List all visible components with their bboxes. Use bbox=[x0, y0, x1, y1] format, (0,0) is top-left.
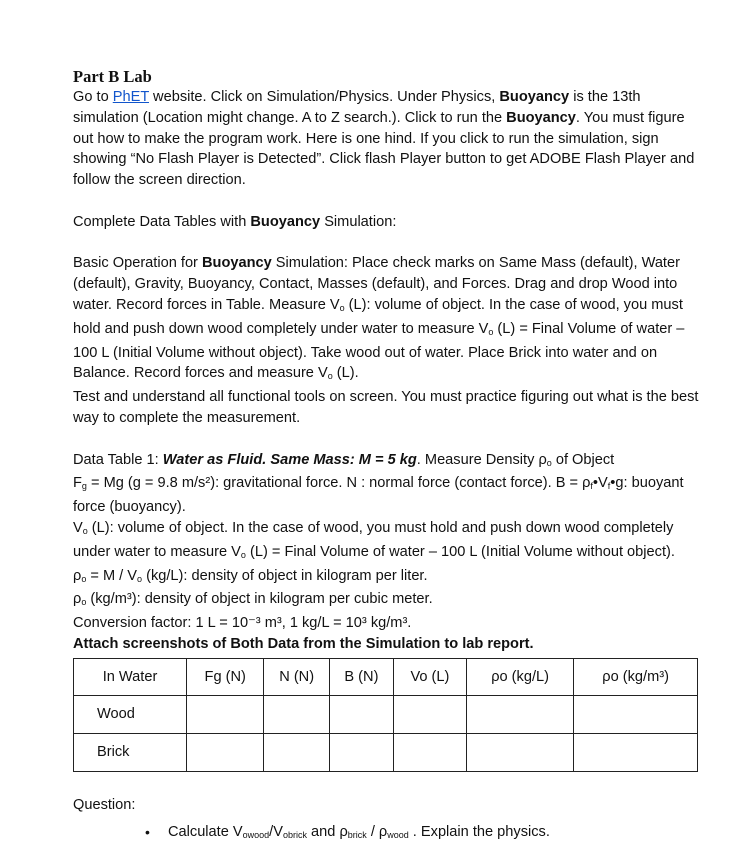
table-cell[interactable] bbox=[264, 695, 330, 733]
intro-text: Go to bbox=[73, 89, 113, 105]
question-text: /V bbox=[269, 823, 283, 840]
table-cell[interactable] bbox=[466, 733, 573, 771]
fg-text: •V bbox=[592, 475, 608, 492]
subscript: obrick bbox=[282, 829, 307, 840]
fg-text: •g: buoyant force (buoyancy). bbox=[73, 475, 684, 516]
intro-text: . You must figure out how to make the program work. Here is one hind. If you click to run the simulation, sign showing “No Flash Player is Detected”. Click flash Player button to get ADOBE Flash Player and follow the screen direction. bbox=[73, 109, 695, 189]
question-text: Calculate V bbox=[168, 823, 243, 840]
question-label: Question: bbox=[73, 796, 136, 813]
basic-text: (L): volume of object. In the case of wood, you must hold and push down wood completely under water to measure V bbox=[73, 296, 683, 337]
subscript: g bbox=[81, 481, 87, 492]
vo-text: V bbox=[73, 519, 83, 536]
basic-text: (L). bbox=[332, 365, 359, 382]
subscript: o bbox=[546, 457, 552, 468]
fg-definition bbox=[73, 473, 705, 518]
subscript: o bbox=[327, 371, 333, 382]
table-cell[interactable] bbox=[329, 733, 393, 771]
subscript: o bbox=[240, 549, 246, 560]
lab-document bbox=[73, 66, 705, 845]
subscript: o bbox=[81, 597, 87, 608]
vo-definition bbox=[73, 518, 705, 566]
complete-bold: Buoyancy bbox=[250, 213, 321, 230]
table1-intro bbox=[73, 450, 705, 474]
vo-text: (L) = Final Volume of water – 100 L (Initial Volume without object). bbox=[245, 543, 675, 560]
header-fg: Fg (N) bbox=[187, 658, 264, 695]
rho-text: ρ bbox=[73, 591, 82, 608]
rho-kgm3-definition bbox=[73, 589, 705, 613]
rho-text: (kg/m³): density of object in kilogram per cubic meter. bbox=[86, 591, 433, 608]
subscript: owood bbox=[242, 829, 270, 840]
phet-link[interactable]: PhET bbox=[112, 89, 149, 105]
subscript: f bbox=[607, 481, 611, 492]
intro-text: is the 13th simulation (Location might change. A to Z search.). Click to run the bbox=[73, 89, 641, 126]
row-label-brick: Brick bbox=[74, 733, 187, 771]
table-cell[interactable] bbox=[393, 695, 466, 733]
rho-text: = M / V bbox=[86, 567, 138, 584]
fg-text: = Mg (g = 9.8 m/s²): gravitational force. N : normal force (contact force). B = ρ bbox=[86, 475, 591, 492]
subscript: brick bbox=[347, 829, 367, 840]
table-cell[interactable] bbox=[574, 695, 698, 733]
header-in-water: In Water bbox=[74, 658, 187, 695]
header-n: N (N) bbox=[264, 658, 330, 695]
table-header-row bbox=[74, 658, 698, 695]
subscript: o bbox=[81, 573, 87, 584]
table-cell[interactable] bbox=[466, 695, 573, 733]
intro-bold: Buoyancy bbox=[506, 109, 576, 126]
rho-kgl-definition bbox=[73, 566, 705, 590]
attach-instruction bbox=[73, 634, 705, 655]
header-b: B (N) bbox=[329, 658, 393, 695]
question-text: and ρ bbox=[306, 823, 348, 840]
intro-paragraph bbox=[73, 87, 705, 191]
data-table bbox=[73, 658, 698, 772]
complete-paragraph bbox=[73, 212, 705, 233]
table-cell[interactable] bbox=[187, 733, 264, 771]
basic-text: Simulation: Place check marks on Same Mass (default), Water (default), Gravity, Buoyancy, Contact, Masses (default), and Forces. Drag and drop Wood into water. Record forces in Table. Measure V bbox=[73, 255, 680, 313]
complete-text: Simulation: bbox=[320, 213, 397, 230]
question-bullet bbox=[73, 822, 705, 846]
row-label-wood: Wood bbox=[74, 695, 187, 733]
basic-text: Basic Operation for bbox=[73, 255, 202, 272]
basic-paragraph bbox=[73, 253, 705, 387]
rho-text: (kg/L): density of object in kilogram per liter. bbox=[142, 567, 428, 584]
intro-bold: Buoyancy bbox=[499, 89, 570, 105]
table1-bold: Water as Fluid. Same Mass: M = 5 kg bbox=[162, 451, 417, 468]
subscript: o bbox=[82, 525, 88, 536]
header-rho-kgl: ρo (kg/L) bbox=[466, 658, 573, 695]
subscript: f bbox=[590, 481, 593, 492]
attach-bold: Attach screenshots of Both Data from the Simulation to lab report. bbox=[73, 635, 534, 652]
table1-text: . Measure Density ρ bbox=[416, 451, 547, 468]
vo-text: (L): volume of object. In the case of wood, you must hold and push down wood completely under water to measure V bbox=[73, 519, 674, 560]
intro-text: website. Click on Simulation/Physics. Under Physics, bbox=[149, 89, 500, 105]
basic-text: (L) = Final Volume of water – 100 L (Initial Volume without object). Take wood out of water. Place Brick into water and on Balance. Record forces and measure V bbox=[73, 320, 685, 382]
question-text: / ρ bbox=[366, 823, 388, 840]
table-cell[interactable] bbox=[393, 733, 466, 771]
subscript: o bbox=[488, 326, 494, 337]
subscript: o bbox=[339, 302, 345, 313]
fg-text: F bbox=[73, 475, 82, 492]
table-cell[interactable] bbox=[574, 733, 698, 771]
basic-line2: Test and understand all functional tools on screen. You must practice figuring out what is the best way to complete the measurement. bbox=[73, 389, 699, 426]
table1-text: of Object bbox=[551, 451, 615, 468]
table-cell[interactable] bbox=[329, 695, 393, 733]
table1-label: Data Table 1: bbox=[73, 451, 163, 468]
table-cell[interactable] bbox=[264, 733, 330, 771]
subscript: wood bbox=[387, 829, 409, 840]
header-rho-kgm3: ρo (kg/m³) bbox=[574, 658, 698, 695]
complete-text: Complete Data Tables with bbox=[73, 213, 251, 230]
page-title: Part B Lab bbox=[73, 67, 152, 86]
table-row bbox=[74, 695, 698, 733]
table-row bbox=[74, 733, 698, 771]
rho-text: ρ bbox=[73, 567, 82, 584]
conversion-factor: Conversion factor: 1 L = 10⁻³ m³, 1 kg/L = 10³ kg/m³. bbox=[73, 615, 412, 632]
table-cell[interactable] bbox=[187, 695, 264, 733]
header-vo: Vo (L) bbox=[393, 658, 466, 695]
subscript: o bbox=[137, 573, 143, 584]
basic-bold: Buoyancy bbox=[201, 255, 272, 272]
question-text: . Explain the physics. bbox=[408, 823, 550, 840]
